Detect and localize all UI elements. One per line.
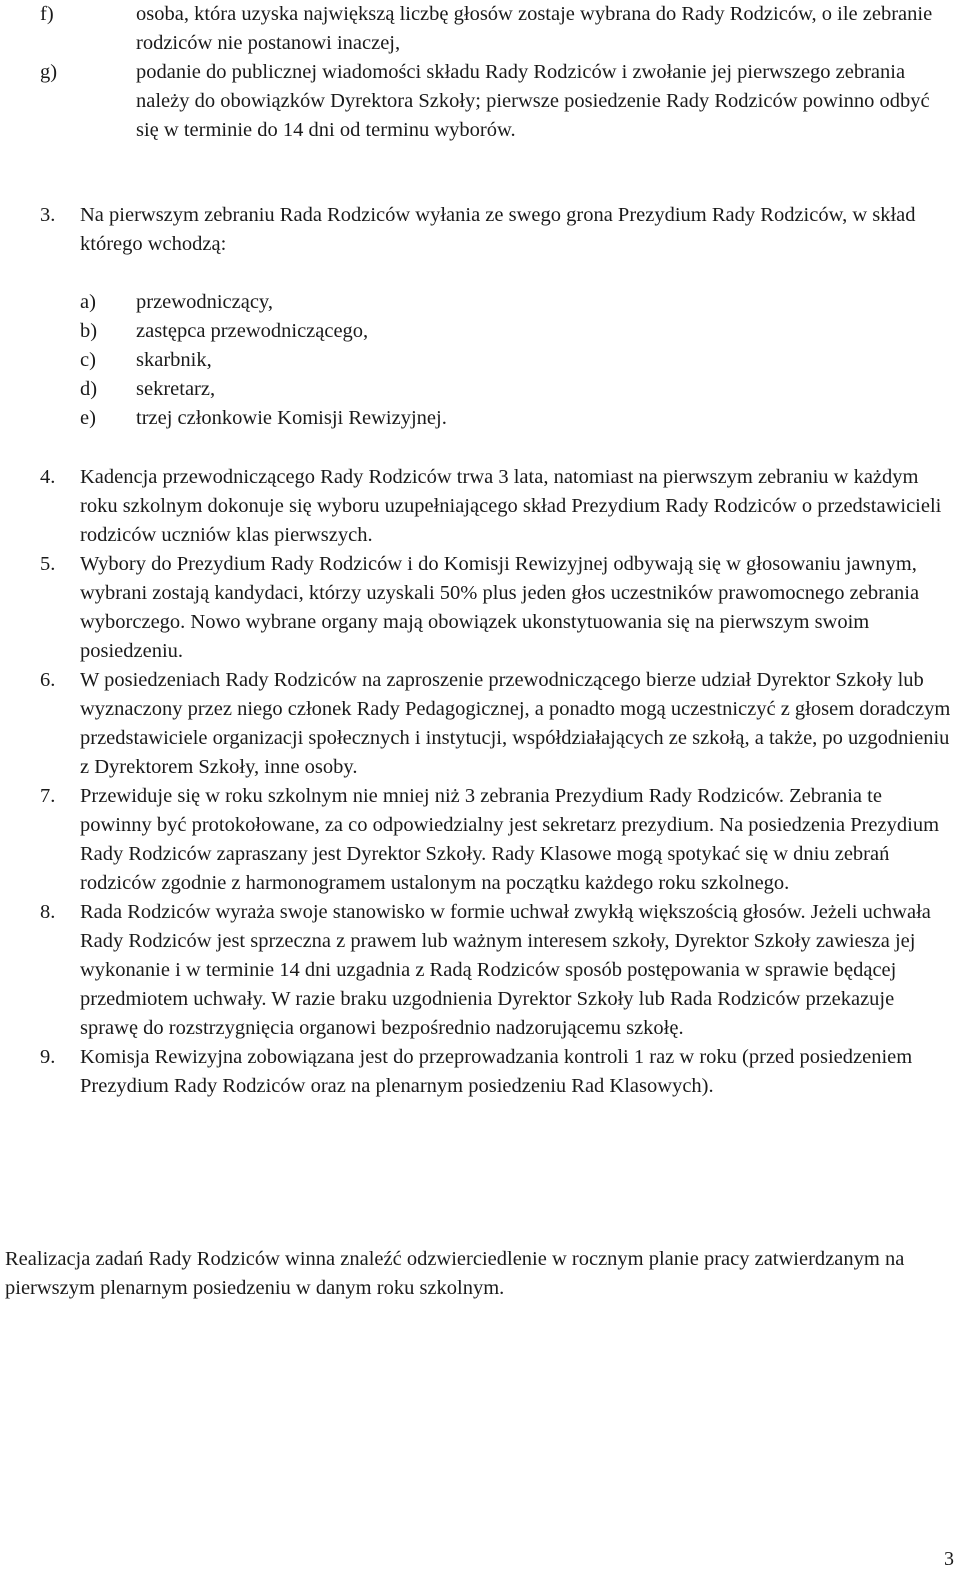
list-item [80,404,680,433]
list-item-text: Kadencja przewodniczącego Rady Rodziców trwa 3 lata, natomiast na pierwszym zebraniu w każdym roku szkolnym dokonuje się wyboru uzupełniającego skład Prezydium Rady Rodziców o przedstawicieli rodziców uczniów klas pierwszych. [80,466,942,546]
list-item [80,346,680,375]
list-marker: a) [80,291,96,313]
closing-paragraph: Realizacja zadań Rady Rodziców winna znaleźć odzwierciedlenie w rocznym planie pracy zatwierdzanym na pierwszym plenarnym posiedzeniu w danym roku szkolnym. [5,1248,905,1299]
list-marker: g) [40,61,58,83]
list-item-text: trzej członkowie Komisji Rewizyjnej. [136,407,447,429]
list-item [40,550,955,666]
numbered-item-3 [40,201,955,259]
list-item-text: zastępca przewodniczącego, [136,320,369,342]
list-item-text: sekretarz, [136,378,216,400]
list-item-text: podanie do publicznej wiadomości składu Rady Rodziców i zwołanie jej pierwszego zebrania należy do obowiązków Dyrektora Szkoły; pierwsze posiedzenie Rady Rodziców powinno odbyć się w terminie do 14 dni od terminu wyborów. [136,61,930,141]
list-marker: 4. [40,466,56,488]
lettered-list-top [40,0,955,145]
list-item [80,375,680,404]
numbered-list-4-9 [40,463,955,1101]
list-marker: 7. [40,785,56,807]
list-item [40,782,955,898]
list-item [40,666,955,782]
list-marker: d) [80,378,98,400]
page-number: 3 [944,1548,954,1570]
list-marker: e) [80,407,96,429]
list-item [40,0,955,58]
list-marker: c) [80,349,96,371]
list-item-text: Wybory do Prezydium Rady Rodziców i do Komisji Rewizyjnej odbywają się w głosowaniu jawnym, wybrani zostają kandydaci, którzy uzyskali 50% plus jeden głos uczestników prawomocnego zebrania wyborczego. Nowo wybrane organy mają obowiązek ukonstytuowania się na pierwszym swoim posiedzeniu. [80,553,920,662]
roles-list [80,288,680,433]
list-marker: b) [80,320,98,342]
list-item [80,317,680,346]
list-item-text: osoba, która uzyska największą liczbę głosów zostaje wybrana do Rady Rodziców, o ile zebranie rodziców nie postanowi inaczej, [136,3,933,54]
list-item-text: Przewiduje się w roku szkolnym nie mniej niż 3 zebrania Prezydium Rady Rodziców. Zebrania te powinny być protokołowane, za co odpowiedzialny jest sekretarz prezydium. Na posiedzenia Prezydium Rady Rodziców zapraszany jest Dyrektor Szkoły. Rady Klasowe mogą spotykać się w dniu zebrań rodziców zgodnie z harmonogramem ustalonym na początku każdego roku szkolnego. [80,785,940,894]
list-marker: 9. [40,1046,56,1068]
list-marker: 6. [40,669,56,691]
list-marker: 5. [40,553,56,575]
list-item-text: skarbnik, [136,349,212,371]
list-item-text: Na pierwszym zebraniu Rada Rodziców wyłania ze swego grona Prezydium Rady Rodziców, w skład którego wchodzą: [80,204,916,255]
list-item [40,898,955,1043]
list-item [80,288,680,317]
list-item [40,58,955,145]
list-item [40,1043,955,1101]
list-item [40,201,955,259]
list-item-text: W posiedzeniach Rady Rodziców na zaproszenie przewodniczącego bierze udział Dyrektor Szkoły lub wyznaczony przez niego członek Rady Pedagogicznej, a ponadto mogą uczestniczyć z głosem doradczym przedstawiciele organizacji społecznych i instytucji, współdziałających ze szkołą, a także, po uzgodnieniu z Dyrektorem Szkoły, inne osoby. [80,669,951,778]
list-item [40,463,955,550]
list-marker: 3. [40,204,56,226]
list-marker: 8. [40,901,56,923]
list-marker: f) [40,3,54,25]
list-item-text: przewodniczący, [136,291,273,313]
list-item-text: Rada Rodziców wyraża swoje stanowisko w formie uchwał zwykłą większością głosów. Jeżeli uchwała Rady Rodziców jest sprzeczna z prawem lub ważnym interesem szkoły, Dyrektor Szkoły zawiesza jej wykonanie i w terminie 14 dni uzgadnia z Radą Rodziców sposób postępowania w sprawie będącej przedmiotem uchwały. W razie braku uzgodnienia Dyrektor Szkoły lub Rada Rodziców przekazuje sprawę do rozstrzygnięcia organowi bezpośrednio nadzorującemu szkołę. [80,901,931,1039]
list-item-text: Komisja Rewizyjna zobowiązana jest do przeprowadzania kontroli 1 raz w roku (przed posiedzeniem Prezydium Rady Rodziców oraz na plenarnym posiedzeniu Rad Klasowych). [80,1046,913,1097]
